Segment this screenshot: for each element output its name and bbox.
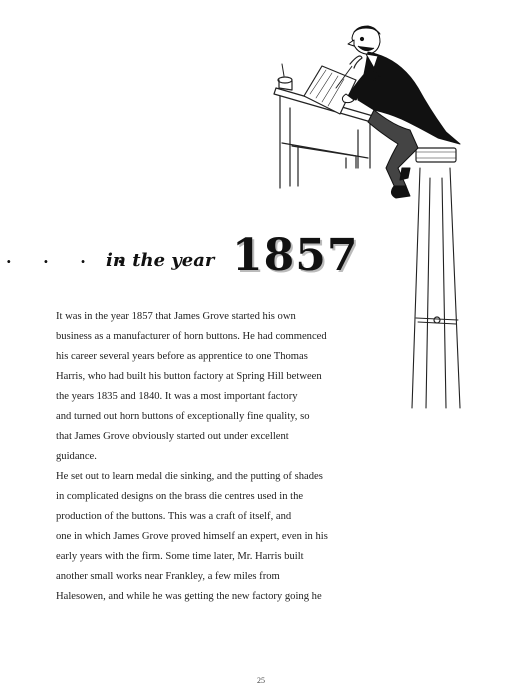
text-line: Halesowen, and while he was getting the new factory going he [56, 591, 322, 602]
text-line: production of the buttons. This was a craft of itself, and [56, 511, 292, 522]
heading-year: 1857 [232, 230, 359, 281]
text-line: It was in the year 1857 that James Grove started his own [56, 311, 296, 322]
text-line: business as a manufacturer of horn buttons. He had commenced [56, 331, 327, 342]
text-line: and turned out horn buttons of exceptionally fine quality, so [56, 411, 310, 422]
text-line: his career several years before as apprentice to one Thomas [56, 351, 308, 362]
text-line: guidance. [56, 451, 97, 462]
chapter-heading [6, 230, 366, 290]
text-line: another small works near Frankley, a few miles from [56, 571, 280, 582]
body-text [56, 307, 386, 607]
page-number: 25 [257, 676, 265, 685]
text-line: Harris, who had built his button factory at Spring Hill between [56, 371, 322, 382]
text-line: in complicated designs on the brass die centres used in the [56, 491, 304, 502]
text-line: one in which James Grove proved himself an expert, even in his [56, 531, 328, 542]
heading-dots: · · · · [6, 252, 136, 271]
heading-prefix: in the year [106, 250, 215, 271]
text-line: early years with the firm. Some time later, Mr. Harris built [56, 551, 304, 562]
text-line: He set out to learn medal die sinking, and the putting of shades [56, 471, 323, 482]
text-line: that James Grove obviously started out under excellent [56, 431, 289, 442]
text-line: the years 1835 and 1840. It was a most important factory [56, 391, 298, 402]
